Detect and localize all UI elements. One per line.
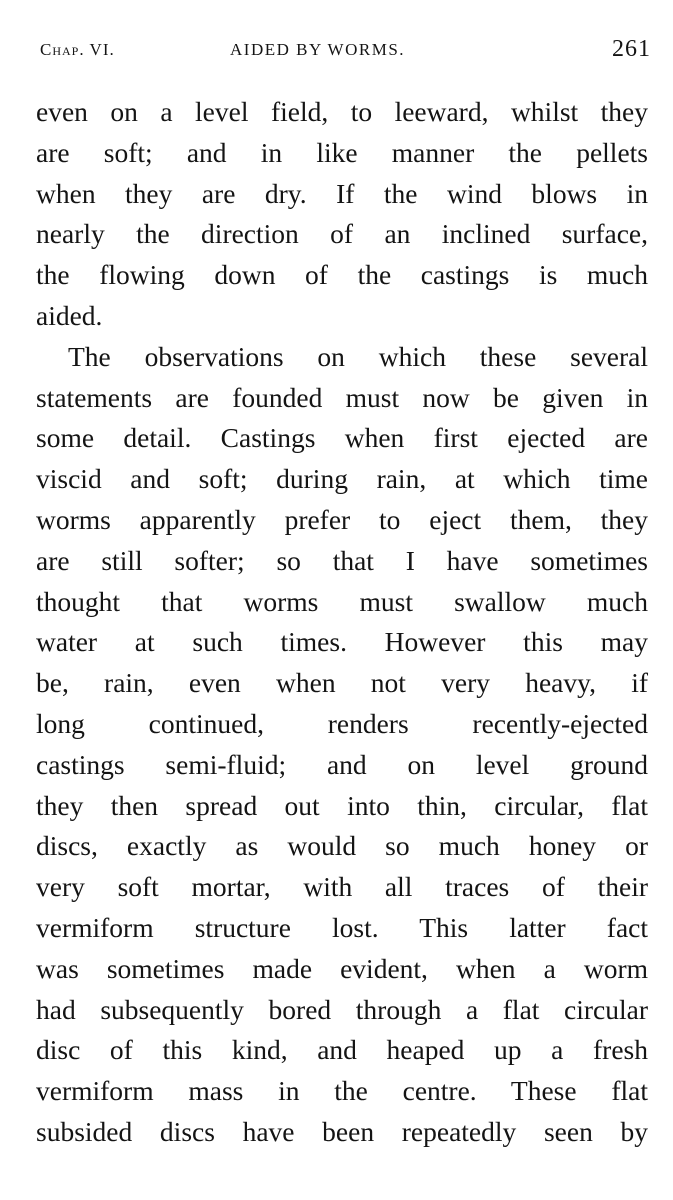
text-line: even on a level field, to leeward, whilst they: [36, 96, 648, 127]
text-line: vermiform mass in the centre. These flat: [36, 1075, 648, 1107]
text-line: nearly the direction of an inclined surface,: [36, 218, 648, 250]
text-line: statements are founded must now be given in: [36, 381, 648, 413]
text-line: very soft mortar, with all traces of their: [36, 871, 648, 903]
text-line: water at such times. However this may: [36, 626, 648, 658]
paragraph-2: [36, 337, 648, 1153]
paragraph-1: [36, 92, 648, 337]
text-line: when they are dry. If the wind blows in: [36, 177, 648, 209]
running-title: AIDED BY WORMS.: [230, 40, 406, 59]
text-line: some detail. Castings when first ejected are: [36, 422, 648, 454]
text-line: worms apparently prefer to eject them, they: [36, 503, 648, 535]
text-line: be, rain, even when not very heavy, if: [36, 667, 648, 699]
text-line: are soft; and in like manner the pellets: [36, 136, 648, 168]
text-line: castings semi-fluid; and on level ground: [36, 748, 648, 780]
page-number: 261: [612, 36, 651, 62]
text-line: long continued, renders recently-ejected: [36, 707, 648, 739]
text-line: are still softer; so that I have sometimes: [36, 544, 648, 576]
text-line: vermiform structure lost. This latter fact: [36, 911, 648, 943]
text-line: was sometimes made evident, when a worm: [36, 952, 648, 984]
text-line: had subsequently bored through a flat circular: [36, 993, 648, 1025]
running-head: [40, 36, 651, 68]
text-line: disc of this kind, and heaped up a fresh: [36, 1034, 648, 1066]
text-line: aided.: [36, 299, 103, 331]
body-text: [36, 92, 648, 1153]
text-line: subsided discs have been repeatedly seen by: [36, 1115, 648, 1147]
text-line: The observations on which these several: [68, 340, 648, 372]
text-line: they then spread out into thin, circular, flat: [36, 789, 648, 821]
text-line: thought that worms must swallow much: [36, 585, 648, 617]
text-line: viscid and soft; during rain, at which time: [36, 463, 648, 495]
text-line: discs, exactly as would so much honey or: [36, 830, 648, 862]
chapter-label: Chap. VI.: [40, 40, 115, 59]
text-line: the flowing down of the castings is much: [36, 259, 648, 291]
